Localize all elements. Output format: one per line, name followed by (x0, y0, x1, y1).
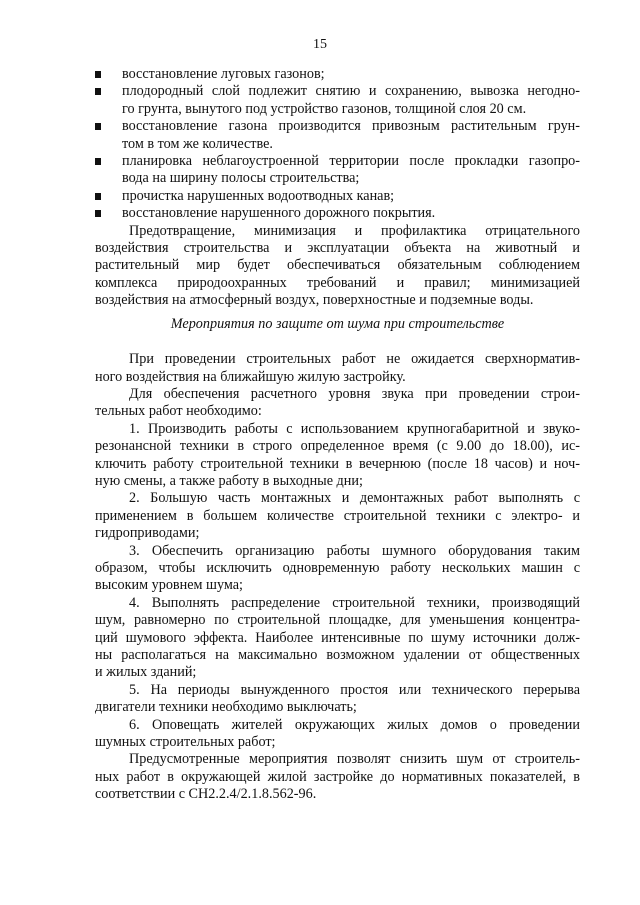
text-line: Предусмотренные мероприятия позволят снизить шум от строитель- (129, 751, 580, 768)
text-line: 5. На периоды вынужденного простоя или технического перерыва (129, 681, 580, 698)
text-line: образом, чтобы исключить одновременную работу нескольких машин с (95, 559, 580, 576)
bullet-square-icon (95, 123, 101, 130)
text-line: том в том же количестве. (122, 135, 273, 152)
paragraph (95, 682, 580, 717)
text-line: шумных строительных работ; (95, 734, 276, 751)
paragraph (95, 490, 580, 542)
text-line: 3. Обеспечить организацию работы шумного оборудования таким (129, 542, 580, 559)
text-line: плодородный слой подлежит снятию и сохранению, вывозка негодно- (122, 83, 580, 100)
text-line: воздействия строительства и эксплуатации объекта на животный и (95, 240, 580, 257)
list-item (95, 66, 580, 83)
text-line: При проведении строительных работ не ожидается сверхнорматив- (129, 351, 580, 368)
text-line: тельных работ необходимо: (95, 403, 262, 420)
text-line: восстановление газона производится привозным растительным грун- (122, 118, 580, 135)
text-line: ны располагаться на максимально возможном удалении от общественных (95, 647, 580, 663)
list-item (95, 188, 580, 205)
bullet-square-icon (95, 210, 101, 217)
text-line: го грунта, вынутого под устройство газонов, толщиной слоя 20 см. (122, 100, 527, 117)
text-line: Предотвращение, минимизация и профилактика отрицательного (129, 222, 580, 239)
text-line: Для обеспечения расчетного уровня звука при проведении строи- (129, 385, 580, 402)
text-line: резонансной техники в строго определенное время (с 9.00 до 18.00), ис- (95, 438, 580, 455)
paragraph (95, 717, 580, 752)
text-line: ную смены, а также работу в выходные дни; (95, 472, 363, 489)
bullet-square-icon (95, 193, 101, 200)
text-line: 1. Производить работы с использованием крупногабаритной и звуко- (129, 420, 580, 437)
paragraph (95, 543, 580, 595)
text-line: двигатели техники необходимо выключать; (95, 699, 357, 716)
text-line: ключить работу строительной техники в вечернюю (после 18 часов) и ноч- (95, 455, 580, 472)
paragraph (95, 351, 580, 386)
list-item (95, 205, 580, 222)
text-line: вода на ширину полосы строительства; (122, 170, 360, 187)
noise-measures-text (95, 351, 580, 804)
text-line: ных работ в окружающей жилой застройке до нормативных показателей, в (95, 768, 580, 785)
page-number: 15 (313, 37, 327, 52)
page-content (95, 66, 580, 804)
list-item (95, 153, 580, 188)
text-line: планировка неблагоустроенной территории после прокладки газопро- (122, 153, 580, 170)
text-line: соответствии с СН2.2.4/2.1.8.562-96. (95, 786, 317, 803)
text-line: ций шумового эффекта. Наиболее интенсивные по шуму источники долж- (95, 629, 580, 646)
text-line: шум, равномерно по строительной площадке, для уменьшения концентра- (95, 612, 580, 629)
text-line: 2. Большую часть монтажных и демонтажных работ выполнять с (129, 490, 580, 507)
text-line: гидроприводами; (95, 525, 200, 542)
text-line: высоким уровнем шума; (95, 577, 243, 594)
text-line: прочистка нарушенных водоотводных канав; (122, 187, 395, 204)
paragraph (95, 595, 580, 682)
list-item (95, 83, 580, 118)
list-item (95, 118, 580, 153)
paragraph-prevention (95, 223, 580, 310)
paragraph (95, 421, 580, 491)
text-line: растительный мир будет обеспечиваться обязательным соблюдением (95, 257, 580, 274)
text-line: воздействия на атмосферный воздух, поверхностные и подземные воды. (95, 292, 534, 309)
paragraph (95, 751, 580, 803)
text-line: комплекса природоохранных требований и правил; минимизацией (95, 274, 580, 291)
text-line: 4. Выполнять распределение строительной техники, производящий (129, 594, 580, 611)
text-line: восстановление нарушенного дорожного покрытия. (122, 205, 436, 222)
bullet-list (95, 66, 580, 223)
text-line: ного воздействия на ближайшую жилую застройку. (95, 368, 406, 385)
text-line: и жилых зданий; (95, 664, 197, 681)
section-heading: Мероприятия по защите от шума при строительстве (170, 315, 505, 332)
paragraph (95, 386, 580, 421)
bullet-square-icon (95, 158, 101, 165)
bullet-square-icon (95, 71, 101, 78)
text-line: восстановление луговых газонов; (122, 66, 325, 82)
text-line: применением в большем количестве строительной техники с электро- и (95, 507, 580, 524)
text-line: 6. Оповещать жителей окружающих жилых домов о проведении (129, 716, 580, 733)
bullet-square-icon (95, 88, 101, 95)
